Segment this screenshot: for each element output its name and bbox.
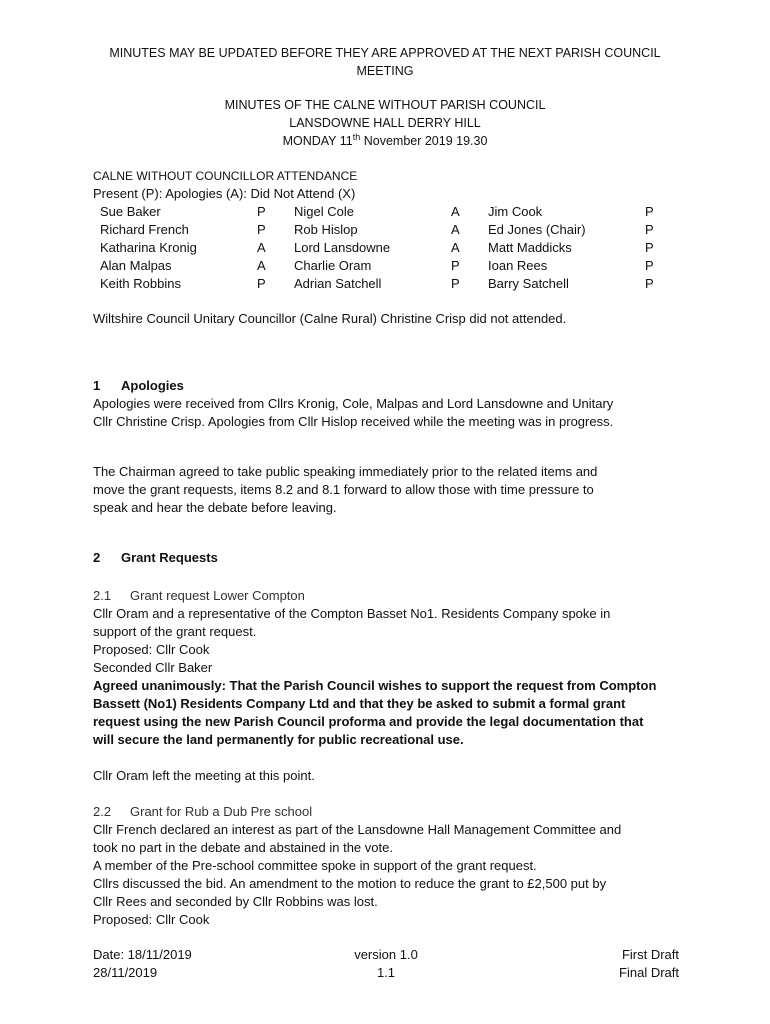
section-title: Grant Requests	[121, 550, 218, 565]
seconded-by: Seconded Cllr Baker	[93, 660, 213, 675]
attendance-code: P	[645, 204, 654, 219]
attendance-code: A	[451, 204, 460, 219]
attendance-table	[100, 203, 682, 293]
minutes-title	[80, 96, 690, 150]
body-text-line: support of the grant request.	[93, 624, 257, 639]
attendance-row	[100, 275, 682, 293]
footer-status: First Draft	[621, 947, 679, 962]
title-line-3	[80, 132, 690, 150]
attendance-code: A	[451, 222, 460, 237]
body-text-line: Cllr French declared an interest as part of the Lansdowne Hall Management Committee and	[93, 822, 622, 837]
chairman-text-line: move the grant requests, items 8.2 and 8.1 forward to allow those with time pressure to	[93, 482, 594, 497]
body-text-line: Cllr Rees and seconded by Cllr Robbins was lost.	[93, 894, 378, 909]
chairman-text-line: speak and hear the debate before leaving.	[93, 500, 337, 515]
attendance-code: P	[451, 276, 460, 291]
attendance-code: P	[645, 258, 654, 273]
attendance-row	[100, 257, 682, 275]
councillor-name: Katharina Kronig	[100, 240, 197, 255]
subsection-number: 2.2	[93, 804, 112, 819]
date-suffix: th	[352, 131, 361, 142]
subsection-rub-a-dub	[93, 803, 693, 929]
section-heading	[93, 549, 693, 567]
attendance-code: P	[645, 240, 654, 255]
chairman-note	[93, 463, 693, 517]
attendance-row	[100, 203, 682, 221]
apologies-text-line: Apologies were received from Cllrs Kronig, Cole, Malpas and Lord Lansdowne and Unitary	[93, 396, 614, 411]
subsection-title: Grant request Lower Compton	[130, 588, 305, 603]
councillor-name: Rob Hislop	[294, 222, 358, 237]
chairman-text-line: The Chairman agreed to take public speaking immediately prior to the related items and	[93, 464, 598, 479]
councillor-name: Richard French	[100, 222, 189, 237]
footer-date: Date: 18/11/2019	[93, 947, 192, 962]
body-text-line: Cllrs discussed the bid. An amendment to the motion to reduce the grant to £2,500 put by	[93, 876, 607, 891]
proposed-by: Proposed: Cllr Cook	[93, 642, 210, 657]
attendance-heading: CALNE WITHOUT COUNCILLOR ATTENDANCE	[93, 169, 358, 183]
resolution-line: Agreed unanimously: That the Parish Council wishes to support the request from Compton	[93, 678, 657, 693]
section-title: Apologies	[121, 378, 184, 393]
footer-row	[93, 946, 679, 964]
attendance-code: A	[451, 240, 460, 255]
attendance-code: P	[451, 258, 460, 273]
subsection-heading	[93, 587, 693, 605]
attendance-code: P	[645, 276, 654, 291]
attendance-code: P	[257, 222, 266, 237]
resolution-line: will secure the land permanently for public recreational use.	[93, 732, 464, 747]
unitary-councillor-note: Wiltshire Council Unitary Councillor (Calne Rural) Christine Crisp did not attended.	[93, 311, 567, 326]
resolution-line: Bassett (No1) Residents Company Ltd and that they be asked to submit a formal grant	[93, 696, 626, 711]
councillor-name: Barry Satchell	[488, 276, 569, 291]
resolution-line: request using the new Parish Council proforma and provide the legal documentation that	[93, 714, 644, 729]
subsection-number: 2.1	[93, 588, 112, 603]
attendance-code: P	[645, 222, 654, 237]
spacer	[93, 749, 693, 767]
footer-row	[93, 964, 679, 982]
meeting-day: MONDAY 11	[282, 134, 353, 148]
meeting-date-time: November 2019 19.30	[360, 134, 488, 148]
footer-status: Final Draft	[619, 965, 679, 980]
attendance-code: A	[257, 258, 266, 273]
proposed-by: Proposed: Cllr Cook	[93, 912, 210, 927]
subsection-title: Grant for Rub a Dub Pre school	[130, 804, 313, 819]
apologies-text-line: Cllr Christine Crisp. Apologies from Cllr Hislop received while the meeting was in progress.	[93, 414, 614, 429]
councillor-name: Lord Lansdowne	[294, 240, 391, 255]
section-number: 2	[93, 550, 101, 565]
footer-version: version 1.0	[354, 947, 418, 962]
section-number: 1	[93, 378, 101, 393]
attendance-legend: Present (P): Apologies (A): Did Not Attend (X)	[93, 186, 356, 201]
draft-notice: MINUTES MAY BE UPDATED BEFORE THEY ARE APPROVED AT THE NEXT PARISH COUNCIL MEETING	[109, 46, 661, 78]
councillor-name: Ioan Rees	[488, 258, 548, 273]
footer-version: 1.1	[376, 965, 396, 980]
councillor-name: Keith Robbins	[100, 276, 181, 291]
attendance-section	[93, 167, 693, 293]
body-text-line: Cllr Oram left the meeting at this point.	[93, 768, 315, 783]
attendance-row	[100, 221, 682, 239]
section-grant-requests	[93, 549, 693, 567]
body-text-line: Cllr Oram and a representative of the Compton Basset No1. Residents Company spoke in	[93, 606, 611, 621]
attendance-row	[100, 239, 682, 257]
attendance-code: P	[257, 204, 266, 219]
footer-date: 28/11/2019	[93, 965, 158, 980]
subsection-lower-compton	[93, 587, 693, 785]
councillor-name: Sue Baker	[100, 204, 161, 219]
body-text-line: took no part in the debate and abstained in the vote.	[93, 840, 393, 855]
councillor-name: Alan Malpas	[100, 258, 172, 273]
attendance-code: A	[257, 240, 266, 255]
attendance-code: P	[257, 276, 266, 291]
subsection-heading	[93, 803, 693, 821]
body-text-line: A member of the Pre-school committee spoke in support of the grant request.	[93, 858, 537, 873]
section-apologies	[93, 377, 693, 431]
title-line-2: LANSDOWNE HALL DERRY HILL	[289, 116, 481, 130]
councillor-name: Jim Cook	[488, 204, 543, 219]
title-line-1: MINUTES OF THE CALNE WITHOUT PARISH COUNCIL	[224, 98, 546, 112]
councillor-name: Nigel Cole	[294, 204, 354, 219]
section-heading	[93, 377, 693, 395]
councillor-name: Ed Jones (Chair)	[488, 222, 586, 237]
page-footer	[93, 946, 679, 982]
councillor-name: Charlie Oram	[294, 258, 372, 273]
councillor-name: Adrian Satchell	[294, 276, 382, 291]
councillor-name: Matt Maddicks	[488, 240, 572, 255]
